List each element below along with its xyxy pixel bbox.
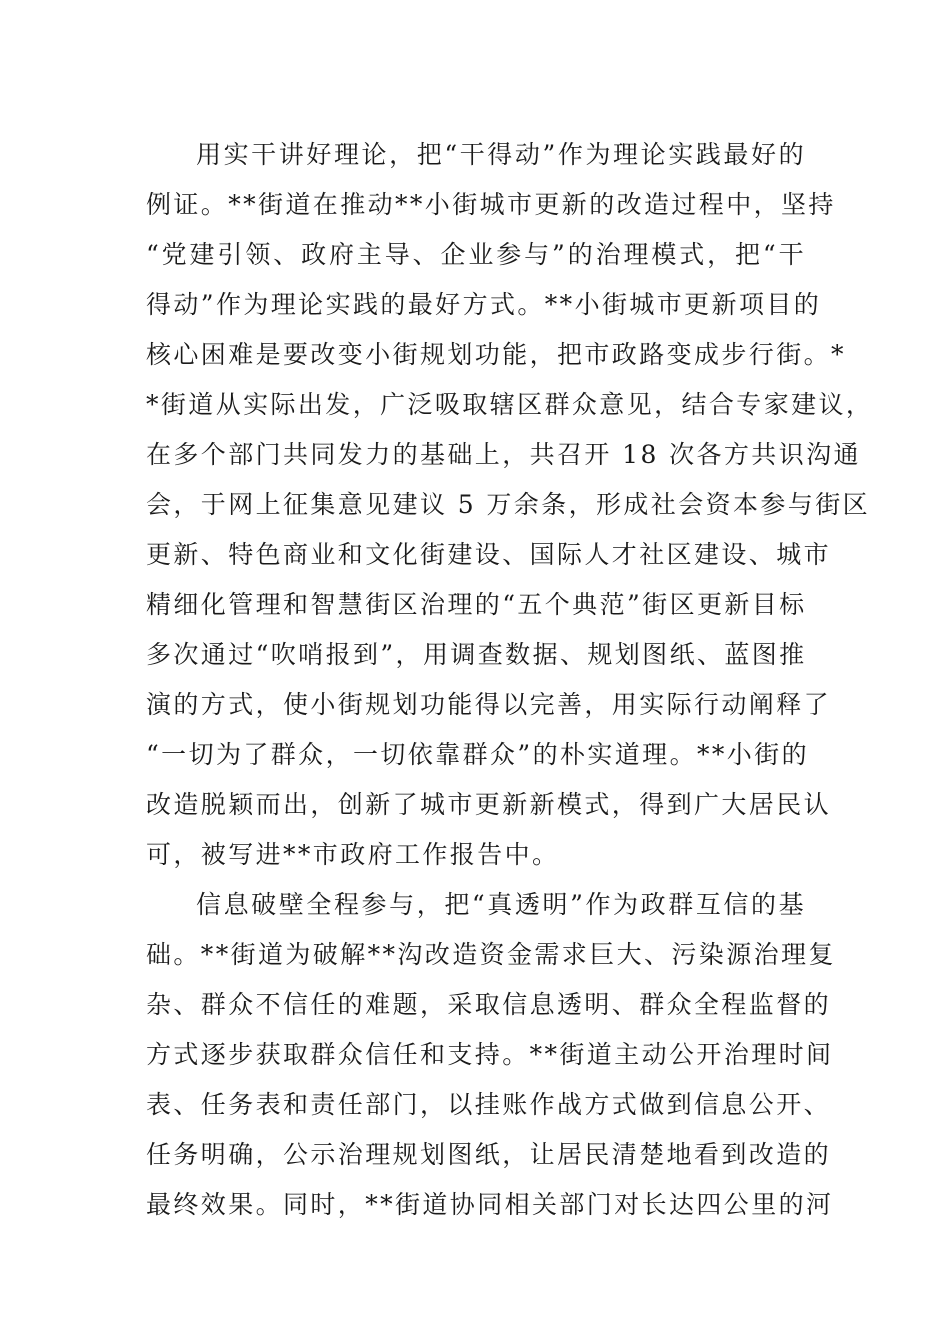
paragraph-line: 改造脱颖而出，创新了城市更新新模式，得到广大居民认 (146, 790, 832, 819)
paragraph-line: 方式逐步获取群众信任和支持。**街道主动公开治理时间 (146, 1040, 834, 1069)
paragraph-line: 础。**街道为破解**沟改造资金需求巨大、污染源治理复 (146, 940, 836, 969)
paragraph-line: 表、任务表和责任部门，以挂账作战方式做到信息公开、 (146, 1090, 832, 1119)
paragraph-line: 可，被写进**市政府工作报告中。 (146, 840, 560, 869)
paragraph-line: 核心困难是要改变小街规划功能，把市政路变成步行街。* (146, 340, 846, 369)
paragraph-line: 精细化管理和智慧街区治理的“五个典范”街区更新目标 (146, 590, 807, 619)
paragraph-line: 用实干讲好理论，把“干得动”作为理论实践最好的 (196, 140, 806, 169)
paragraph-line: 会，于网上征集意见建议 5 万余条，形成社会资本参与街区 (146, 490, 871, 519)
paragraph-line: “党建引领、政府主导、企业参与”的治理模式，把“干 (146, 240, 806, 269)
paragraph-line: 在多个部门共同发力的基础上，共召开 18 次各方共识沟通 (146, 440, 861, 469)
paragraph-line: 任务明确，公示治理规划图纸，让居民清楚地看到改造的 (146, 1140, 832, 1169)
document-body (146, 130, 874, 1230)
paragraph-line: 多次通过“吹哨报到”，用调查数据、规划图纸、蓝图推 (146, 640, 807, 669)
paragraph-line: 信息破壁全程参与，把“真透明”作为政群互信的基 (196, 890, 806, 919)
paragraph-line: “一切为了群众，一切依靠群众”的朴实道理。**小街的 (146, 740, 809, 769)
paragraph-line: 更新、特色商业和文化街建设、国际人才社区建设、城市 (146, 540, 832, 569)
paragraph-line: 杂、群众不信任的难题，采取信息透明、群众全程监督的 (146, 990, 832, 1019)
paragraph-line: *街道从实际出发，广泛吸取辖区群众意见，结合专家建议， (146, 390, 874, 419)
paragraph-1 (146, 130, 874, 880)
paragraph-line: 演的方式，使小街规划功能得以完善，用实际行动阐释了 (146, 690, 832, 719)
paragraph-line: 得动”作为理论实践的最好方式。**小街城市更新项目的 (146, 290, 822, 319)
paragraph-line: 最终效果。同时，**街道协同相关部门对长达四公里的河 (146, 1190, 834, 1219)
paragraph-2 (146, 880, 836, 1230)
paragraph-line: 例证。**街道在推动**小街城市更新的改造过程中，坚持 (146, 190, 836, 219)
